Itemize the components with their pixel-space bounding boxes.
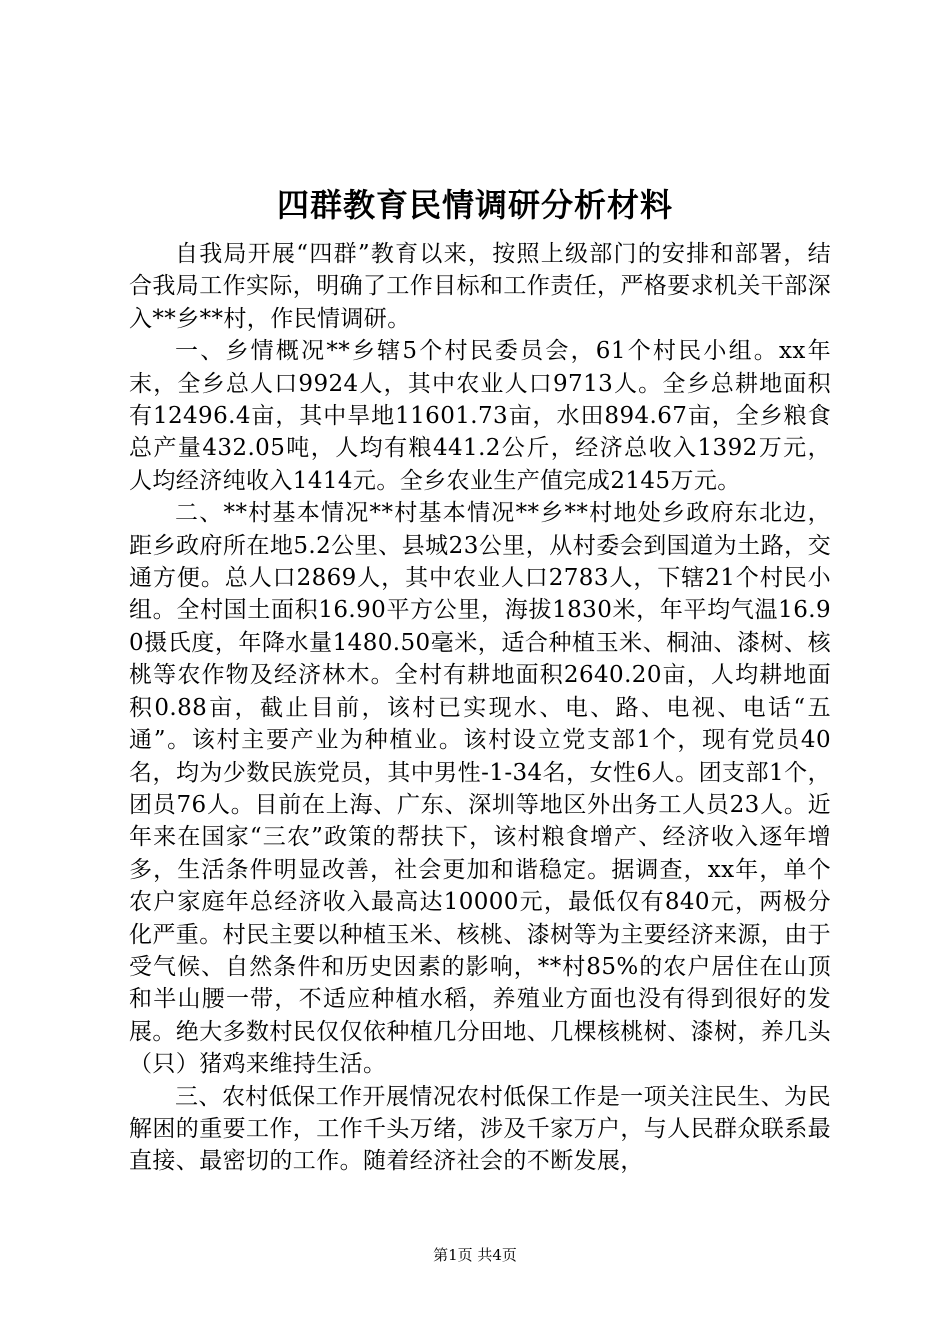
- page-number-footer: 第1页 共4页: [433, 1246, 517, 1264]
- paragraph-low-income-security: 三、农村低保工作开展情况农村低保工作是一项关注民生、为民解困的重要工作，工作千头万绪，涉及千家万户，与人民群众联系最直接、最密切的工作。随着经济社会的不断发展，: [129, 1083, 831, 1175]
- paragraph-intro: 自我局开展“四群”教育以来，按照上级部门的安排和部署，结合我局工作实际，明确了工作目标和工作责任，严格要求机关干部深入**乡**村，作民情调研。: [129, 241, 831, 332]
- document-title: 四群教育民情调研分析材料: [276, 186, 673, 224]
- paragraph-village-basics: 二、**村基本情况**村基本情况**乡**村地处乡政府东北边，距乡政府所在地5.2公里、县城23公里，从村委会到国道为土路，交通方便。总人口2869人，其中农业人口2783人，下辖21个村民小组。全村国土面积16.90平方公里，海拔1830米，年平均气温16.90摄氏度，年降水量1480.50毫米，适合种植玉米、桐油、漆树、核桃等农作物及经济林木。全村有耕地面积2640.20亩，人均耕地面积0.88亩，截止目前，该村已实现水、电、路、电视、电话“五通”。该村主要产业为种植业。该村设立党支部1个，现有党员40名，均为少数民族党员，其中男性-1-34名，女性6人。团支部1个，团员76人。目前在上海、广东、深圳等地区外出务工人员23人。近年来在国家“三农”政策的帮扶下，该村粮食增产、经济收入逐年增多，生活条件明显改善，社会更加和谐稳定。据调查，xx年，单个农户家庭年总经济收入最高达10000元，最低仅有840元，两极分化严重。村民主要以种植玉米、核桃、漆树等为主要经济来源，由于受气候、自然条件和历史因素的影响，**村85%的农户居住在山顶和半山腰一带，不适应种植水稻，养殖业方面也没有得到很好的发展。绝大多数村民仅仅依种植几分田地、几棵核桃树、漆树，养几头（只）猪鸡来维持生活。: [129, 500, 831, 1078]
- paragraph-township-overview: 一、乡情概况**乡辖5个村民委员会，61个村民小组。xx年末，全乡总人口9924人，其中农业人口9713人。全乡总耕地面积有12496.4亩，其中旱地11601.73亩，水田894.67亩，全乡粮食总产量432.05吨，人均有粮441.2公斤，经济总收入1392万元，人均经济纯收入1414元。全乡农业生产值完成2145万元。: [129, 338, 831, 494]
- document-body: [129, 238, 831, 1178]
